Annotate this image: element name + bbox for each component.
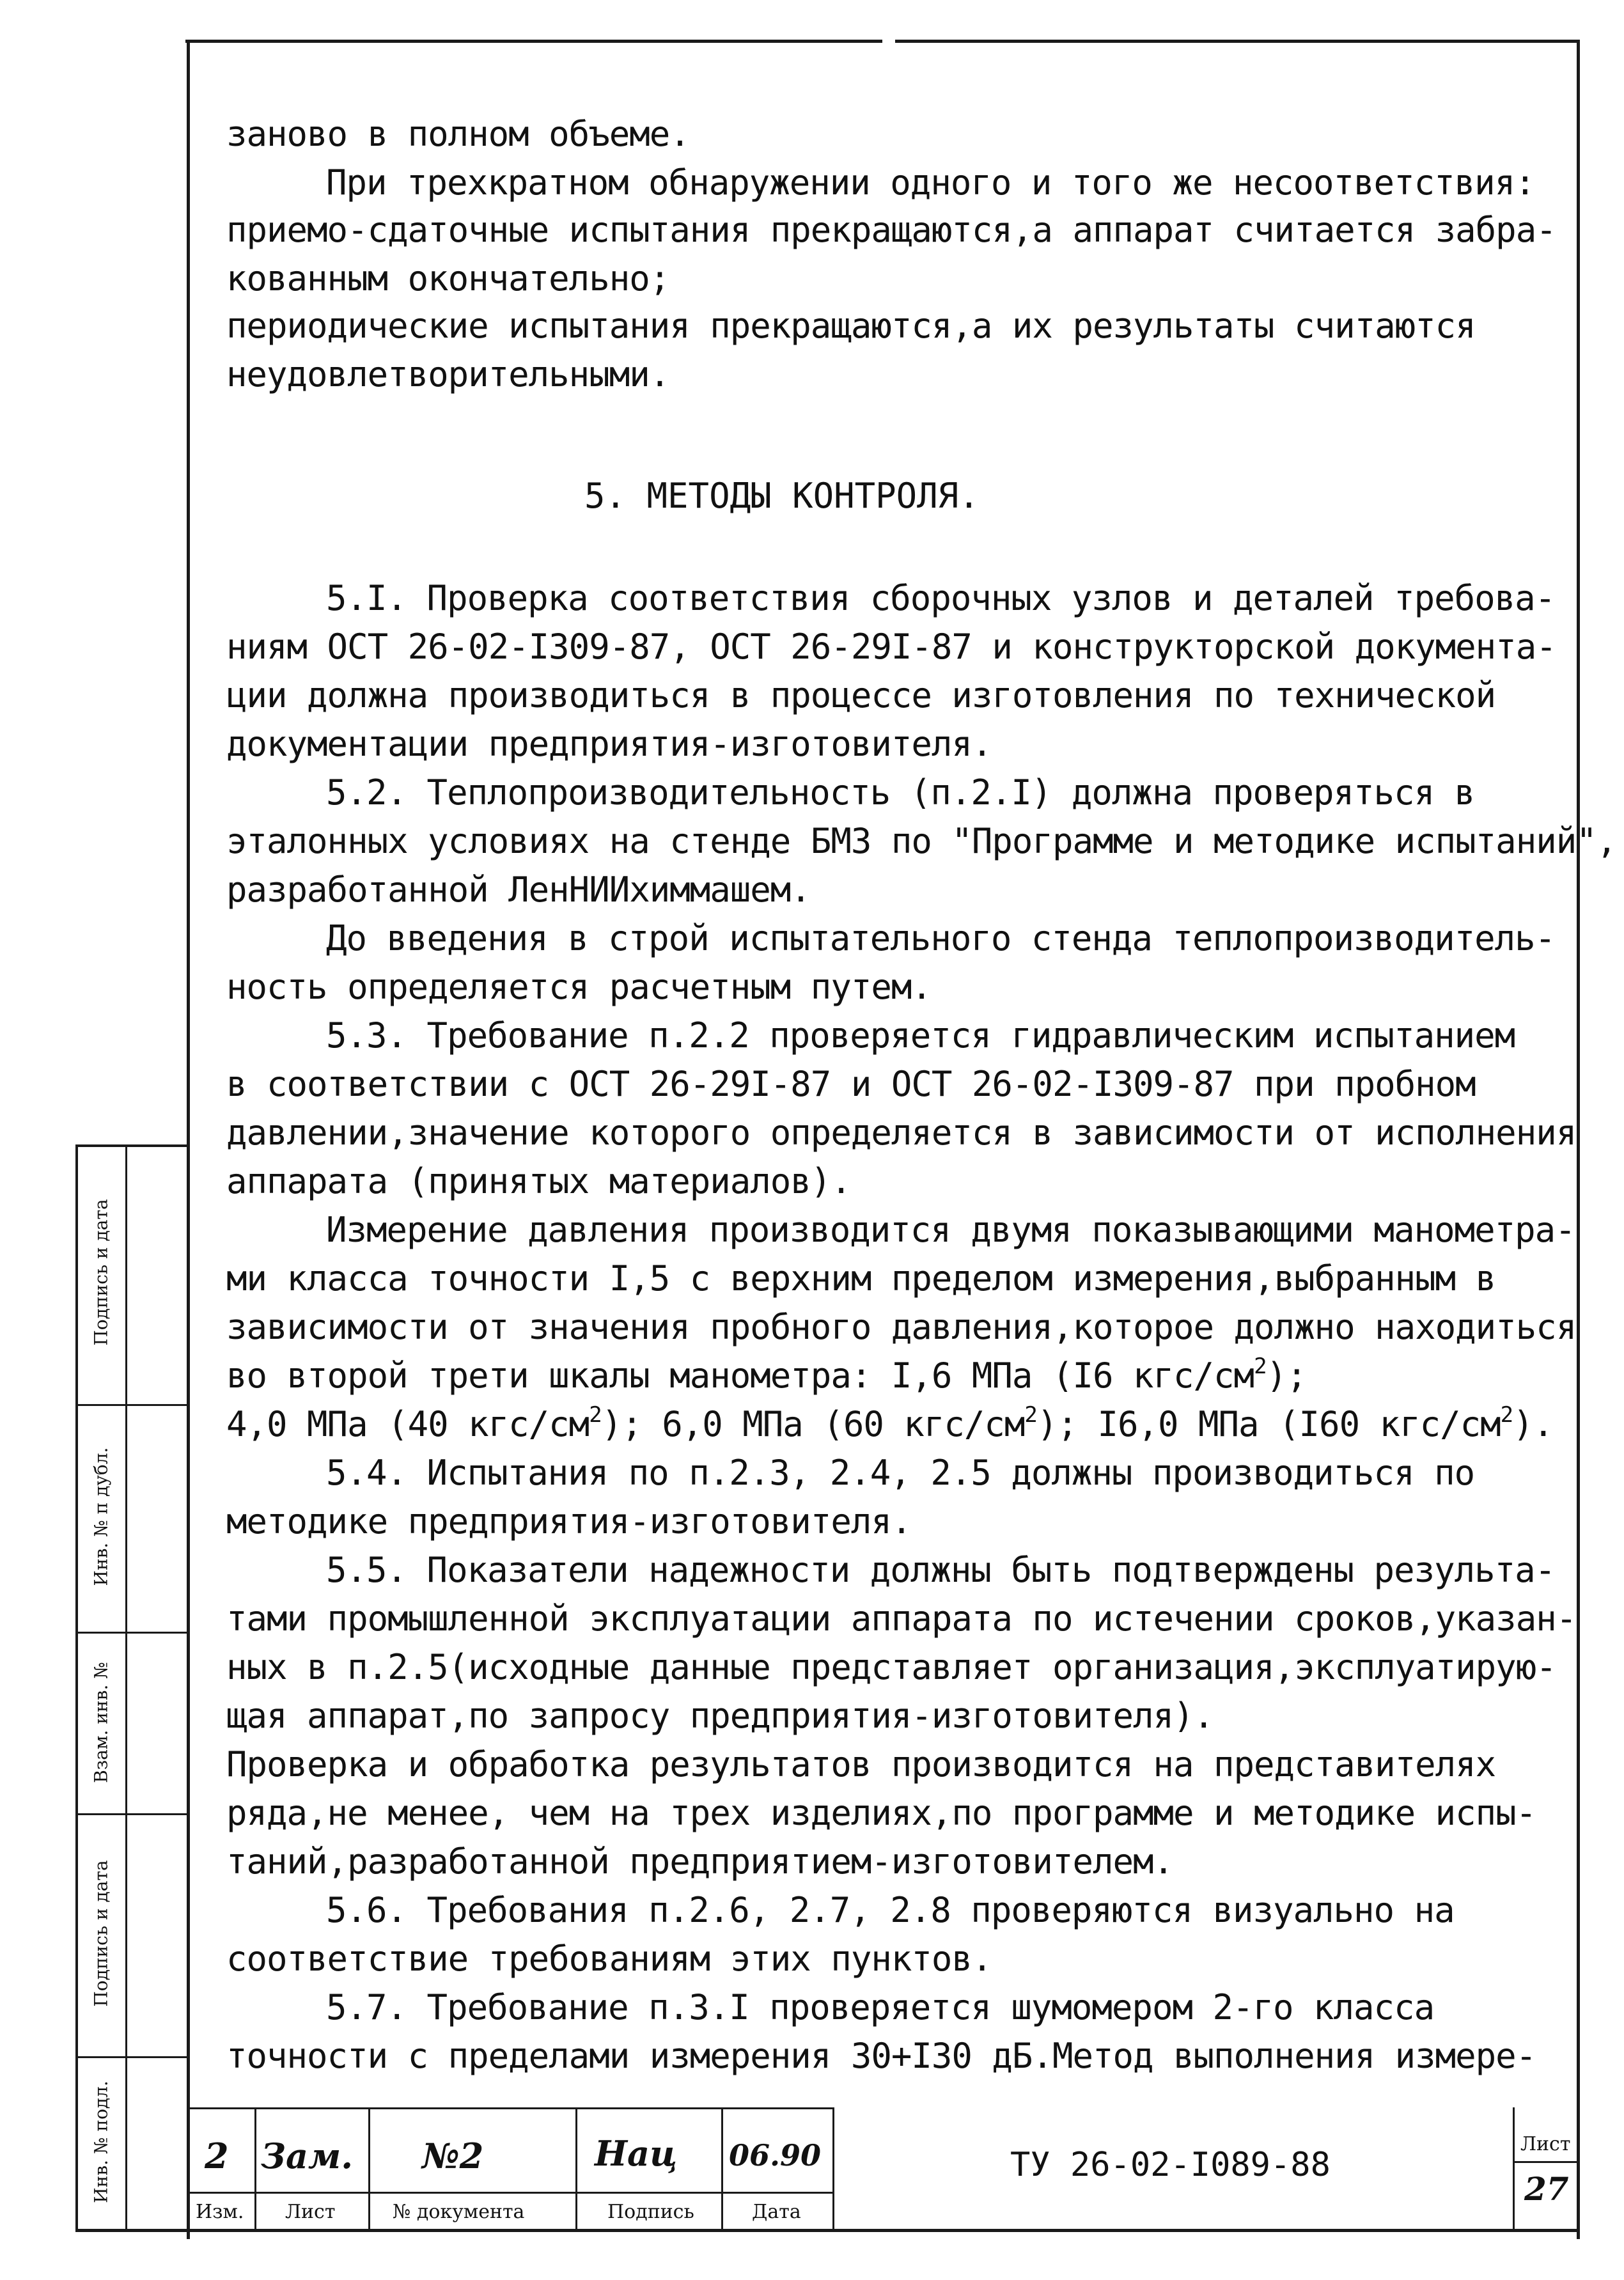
- title-block-sheet-sep: [1513, 2161, 1578, 2163]
- text-line: 5.6. Требования п.2.6, 2.7, 2.8 проверяются визуально на: [326, 1890, 1455, 1930]
- text-line: 5.5. Показатели надежности должны быть подтверждены результа-: [326, 1550, 1556, 1590]
- text-line: аппарата (принятых материалов).: [226, 1161, 851, 1201]
- title-block-col: [832, 2107, 834, 2231]
- frame-bottom: [75, 2229, 1579, 2232]
- side-label-inv-podl: Инв. № подл.: [90, 2081, 112, 2203]
- text-line: Измерение давления производится двумя показывающими манометра-: [326, 1210, 1575, 1250]
- caption-signature: Подпись: [607, 2201, 694, 2223]
- text-run: ).: [1513, 1404, 1554, 1444]
- text-line: точности с пределами измерения 30+I30 дБ.Метод выполнения измере-: [226, 2036, 1536, 2076]
- text-line: щая аппарат,по запросу предприятия-изготовителя).: [226, 1696, 1214, 1736]
- superscript: 2: [1024, 1402, 1037, 1428]
- change-number: 2: [205, 2136, 229, 2176]
- text-line: [226, 1354, 1307, 1396]
- side-label-podpis-data: Подпись и дата: [90, 1860, 112, 2007]
- text-line: соответствие требованиям этих пунктов.: [226, 1939, 992, 1979]
- caption-izm: Изм.: [196, 2201, 244, 2223]
- text-line: приемо-сдаточные испытания прекращаются,а аппарат считается забра-: [226, 210, 1556, 250]
- title-block-col: [368, 2107, 370, 2231]
- title-block-col: [721, 2107, 723, 2231]
- side-label-podpis-data: Подпись и дата: [90, 1199, 112, 1346]
- caption-date: Дата: [752, 2201, 801, 2223]
- title-block-col: [1513, 2107, 1515, 2231]
- title-block-col: [575, 2107, 577, 2231]
- signature: Нац: [595, 2133, 678, 2174]
- text-line: заново в полном объеме.: [226, 114, 690, 154]
- text-run: во второй трети шкалы манометра: I,6 МПа (I6 кгс/см: [226, 1355, 1254, 1396]
- frame-top-left: [185, 40, 882, 43]
- text-line: методике предприятия-изготовителя.: [226, 1501, 912, 1542]
- text-line: ных в п.2.5(исходные данные представляет организация,эксплуатирую-: [226, 1647, 1556, 1687]
- text-run: ); 6,0 МПа (60 кгс/см: [601, 1404, 1025, 1444]
- text-line: ность определяется расчетным путем.: [226, 967, 932, 1007]
- text-line: в соответствии с ОСТ 26-29I-87 и ОСТ 26-02-I309-87 при пробном: [226, 1064, 1476, 1104]
- text-line: периодические испытания прекращаются,а их результаты считаются: [226, 306, 1476, 346]
- document-number-entry: №2: [422, 2136, 484, 2176]
- superscript: 2: [1500, 1402, 1513, 1428]
- text-line: документации предприятия-изготовителя.: [226, 724, 992, 764]
- text-line: До введения в строй испытательного стенда теплопроизводитель-: [326, 918, 1556, 958]
- text-line: кованным окончательно;: [226, 258, 670, 299]
- caption-document-number: № документа: [393, 2201, 525, 2223]
- text-line: ми класса точности I,5 с верхним пределом измерения,выбранным в: [226, 1258, 1496, 1299]
- text-line: давлении,значение которого определяется в зависимости от исполнения: [226, 1113, 1577, 1153]
- sheet-entry: Зам.: [261, 2136, 354, 2176]
- side-label-inv-dubl: Инв. № п дубл.: [90, 1447, 112, 1586]
- superscript: 2: [1254, 1354, 1267, 1379]
- text-line: Проверка и обработка результатов производится на представителях: [226, 1744, 1496, 1784]
- text-line: [226, 1402, 1554, 1444]
- text-line: неудовлетворительными.: [226, 354, 670, 394]
- caption-list: Лист: [285, 2201, 336, 2223]
- side-stamp: [75, 0, 127, 2280]
- text-line: 5.2. Теплопроизводительность (п.2.I) должна проверяться в: [326, 772, 1475, 813]
- frame-left: [187, 40, 190, 2239]
- text-line: эталонных условиях на стенде БМЗ по "Программе и методике испытаний",: [226, 821, 1617, 861]
- sheet-label: Лист: [1520, 2133, 1571, 2155]
- text-line: 5.4. Испытания по п.2.3, 2.4, 2.5 должны производиться по: [326, 1453, 1475, 1493]
- text-line: тами промышленной эксплуатации аппарата по истечении сроков,указан-: [226, 1598, 1577, 1639]
- text-run: 4,0 МПа (40 кгс/см: [226, 1404, 589, 1444]
- section-heading: 5. МЕТОДЫ КОНТРОЛЯ.: [584, 476, 980, 516]
- date-entry: 06.90: [729, 2138, 822, 2173]
- sheet-number: 27: [1524, 2170, 1569, 2208]
- text-line: При трехкратном обнаружении одного и того же несоответствия:: [326, 162, 1535, 203]
- text-line: таний,разработанной предприятием-изготовителем.: [226, 1841, 1174, 1882]
- text-line: 5.3. Требование п.2.2 проверяется гидравлическим испытанием: [326, 1015, 1515, 1056]
- document-code: ТУ 26-02-I089-88: [1010, 2146, 1331, 2184]
- text-line: зависимости от значения пробного давления,которое должно находиться: [226, 1307, 1577, 1347]
- text-line: 5.7. Требование п.3.I проверяется шумомером 2-го класса: [326, 1987, 1435, 2027]
- frame-top-right: [895, 40, 1579, 43]
- text-line: ции должна производиться в процессе изготовления по технической: [226, 675, 1496, 715]
- text-run: ); I6,0 МПа (I60 кгс/см: [1036, 1404, 1501, 1444]
- title-block-top: [188, 2107, 834, 2109]
- side-label-vzam-inv: Взам. инв. №: [90, 1662, 112, 1783]
- title-block-col: [254, 2107, 256, 2231]
- text-line: разработанной ЛенНИИхиммашем.: [226, 870, 811, 910]
- text-run: );: [1266, 1355, 1307, 1396]
- text-line: ниям ОСТ 26-02-I309-87, ОСТ 26-29I-87 и конструкторской документа-: [226, 627, 1556, 667]
- text-line: 5.I. Проверка соответствия сборочных узлов и деталей требова-: [326, 578, 1556, 618]
- superscript: 2: [589, 1402, 602, 1428]
- text-line: ряда,не менее, чем на трех изделиях,по программе и методике испы-: [226, 1793, 1536, 1833]
- title-block-mid: [188, 2192, 834, 2194]
- frame-right: [1577, 40, 1580, 2239]
